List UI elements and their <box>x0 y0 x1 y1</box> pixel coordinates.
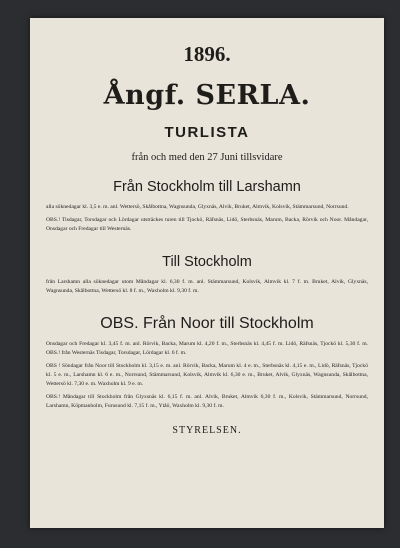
section-title: Till Stockholm <box>162 254 252 270</box>
signature: STYRELSEN. <box>172 425 242 436</box>
section-paragraph: från Larshamn alla söknedagar utom Måndagar kl. 6,30 f. m. anl. Stämmarsund, Kolsvik, Almvik kl. 7 f. m. Bruket, Alvik, Glyxnäs, Wagnsunda, Skålbottna, Wettersö kl. 8 f. m., Waxholm kl. 9,30 f. m. <box>46 279 368 294</box>
section-paragraph: alla söknedagar kl. 3,5 e. m. anl. Wettersö, Skålbottna, Wagnsunda, Glyxnäs, Alvik, Bruket, Almvik, Kolsvik, Stämmarsund, Norrsund. <box>46 204 349 210</box>
timetable-poster <box>30 18 384 528</box>
section-paragraph: OBS ! Söndagar från Noor till Stockholm kl. 3,15 e. m. anl. Rörvik, Backa, Marum kl. 4 e. m., Sterbsnäs kl. 4,15 e. m., Lidö, Räfsnäs, Tjockö kl. 5 e. m., Larshamn kl. 6 e. m., Norrsund, Stämmarsund, Kolsvik, Almvik kl. 6,30 e. m., Bruket, Alvik, Glyxnäs, Wagnsunda, Skålbottna, Wettersö kl. 7,30 e. m. Waxholm kl. 9 e. m. <box>46 363 368 387</box>
ship-name: Ångf. SERLA. <box>103 80 311 111</box>
section-noor-stockholm <box>46 314 368 411</box>
section-paragraph: OBS.! Tisdagar, Torsdagar och Lördagar utsträckes turen till Tjockö, Räfsnäs, Lidö, Sterbsnäs, Marum, Backa, Rörvik och Noor. Måndagar, Onsdagar och Fredagar till Westernäs. <box>46 217 368 232</box>
section-paragraph: Onsdagar och Fredagar kl. 3,45 f. m. anl. Rörvik, Backa, Marum kl. 4,20 f. m., Sterbsnäs kl. 4,45 f. m. Lidö, Räfsnäs, Tjockö kl. 5,30 f. m. OBS.! från Westernäs Tisdagar, Torsdagar, Lördagar kl. 6 f. m. <box>46 341 368 356</box>
section-title: Från Stockholm till Larshamn <box>113 179 301 195</box>
year: 1896. <box>183 42 231 66</box>
section-title: OBS. Från Noor till Stockholm <box>100 315 314 332</box>
section-paragraph: OBS.! Måndagar till Stockholm från Glyxsnäs kl. 6,15 f. m. anl. Alvik, Bruket, Almvik 6,30 f. m., Kolsvik, Stämmarsund, Norrsund, Larshamn, Köpmanholm, Furusund kl. 7,15 f. m., Ytåö, Waxholm kl. 9,30 f. m. <box>46 394 368 409</box>
section-till-stockholm <box>46 252 368 296</box>
validity-text: från och med den 27 Juni tillsvidare <box>131 152 283 163</box>
section-stockholm-larshamn <box>46 177 368 234</box>
heading: TURLISTA <box>164 124 250 141</box>
